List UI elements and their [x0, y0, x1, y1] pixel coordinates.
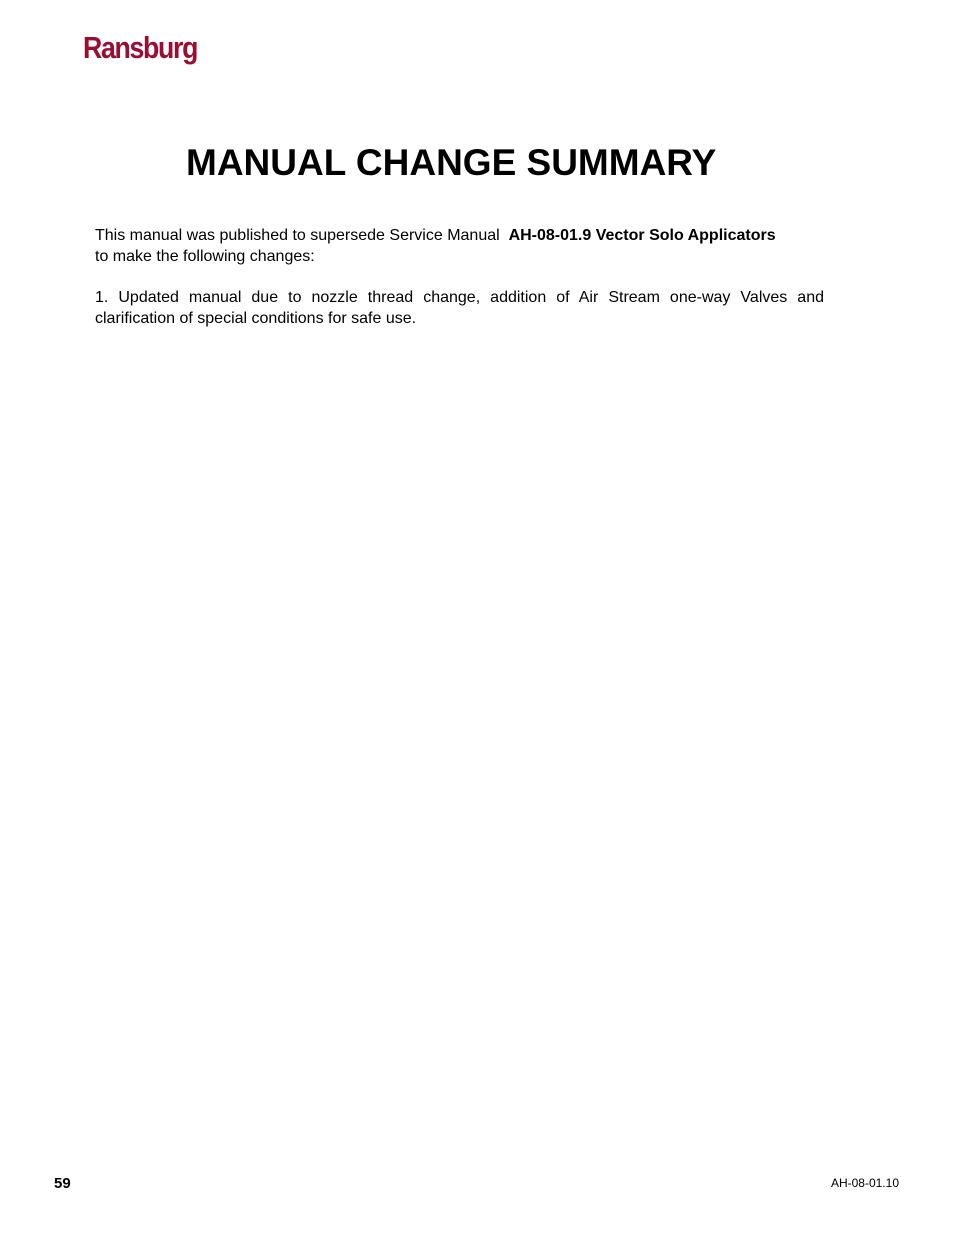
page-title: MANUAL CHANGE SUMMARY [186, 142, 717, 183]
document-number: AH-08-01.10 [830, 1176, 899, 1190]
change-item: 1. Updated manual due to nozzle thread change, addition of Air Stream one-way Valves and clarification of special conditions for safe use. [95, 289, 824, 327]
superseded-manual-ref: AH-08-01.9 Vector Solo Applicators [508, 227, 776, 244]
intro-paragraph [95, 225, 824, 267]
brand-logo: Ransburg [83, 30, 198, 65]
page-number: 59 [54, 1175, 71, 1192]
intro-text-after: to make the following changes: [95, 248, 315, 265]
intro-text: This manual was published to supersede Service Manual [95, 227, 500, 244]
